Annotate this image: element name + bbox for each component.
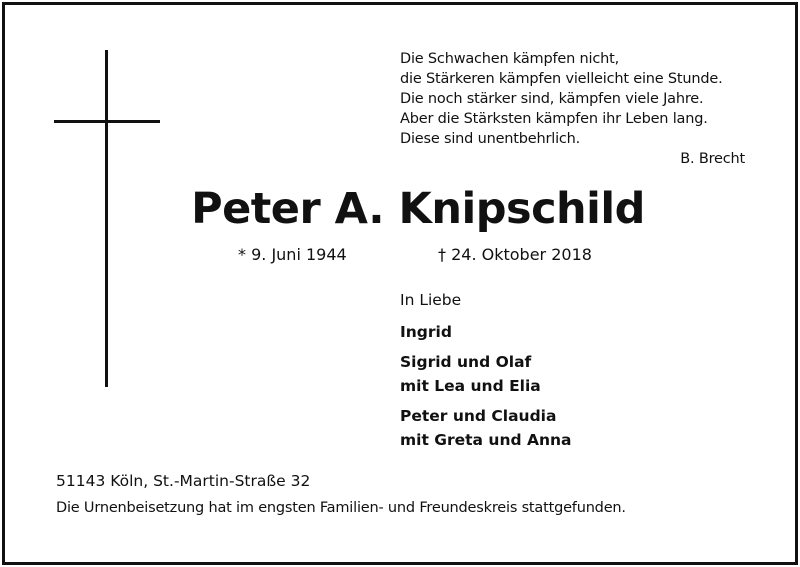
poem-author: B. Brecht (680, 151, 745, 167)
mourner-name: mit Greta und Anna (400, 431, 572, 449)
mourners-list (400, 289, 572, 458)
mourner-group (400, 404, 572, 452)
address: 51143 Köln, St.-Martin-Straße 32 (56, 472, 311, 490)
cross-horizontal-bar (54, 120, 160, 123)
mourners-intro: In Liebe (400, 291, 462, 309)
birth-date: * 9. Juni 1944 (238, 245, 347, 264)
mourner-name: Peter und Claudia (400, 407, 557, 425)
poem-line: Aber die Stärksten kämpfen ihr Leben lang. (400, 111, 708, 127)
mourner-name: Sigrid und Olaf (400, 353, 532, 371)
mourner-name: mit Lea und Elia (400, 377, 541, 395)
poem-quote (400, 49, 745, 169)
poem-line: Die Schwachen kämpfen nicht, (400, 51, 619, 67)
mourner-name: Ingrid (400, 323, 452, 341)
mourner-group (400, 320, 572, 344)
burial-notice: Die Urnenbeisetzung hat im engsten Familien- und Freundeskreis stattgefunden. (56, 500, 626, 516)
poem-line: die Stärkeren kämpfen vielleicht eine Stunde. (400, 71, 723, 87)
mourner-group (400, 350, 572, 398)
poem-line: Die noch stärker sind, kämpfen viele Jahre. (400, 91, 704, 107)
death-date: † 24. Oktober 2018 (438, 245, 592, 264)
deceased-name: Peter A. Knipschild (191, 184, 645, 234)
poem-line: Diese sind unentbehrlich. (400, 131, 581, 147)
